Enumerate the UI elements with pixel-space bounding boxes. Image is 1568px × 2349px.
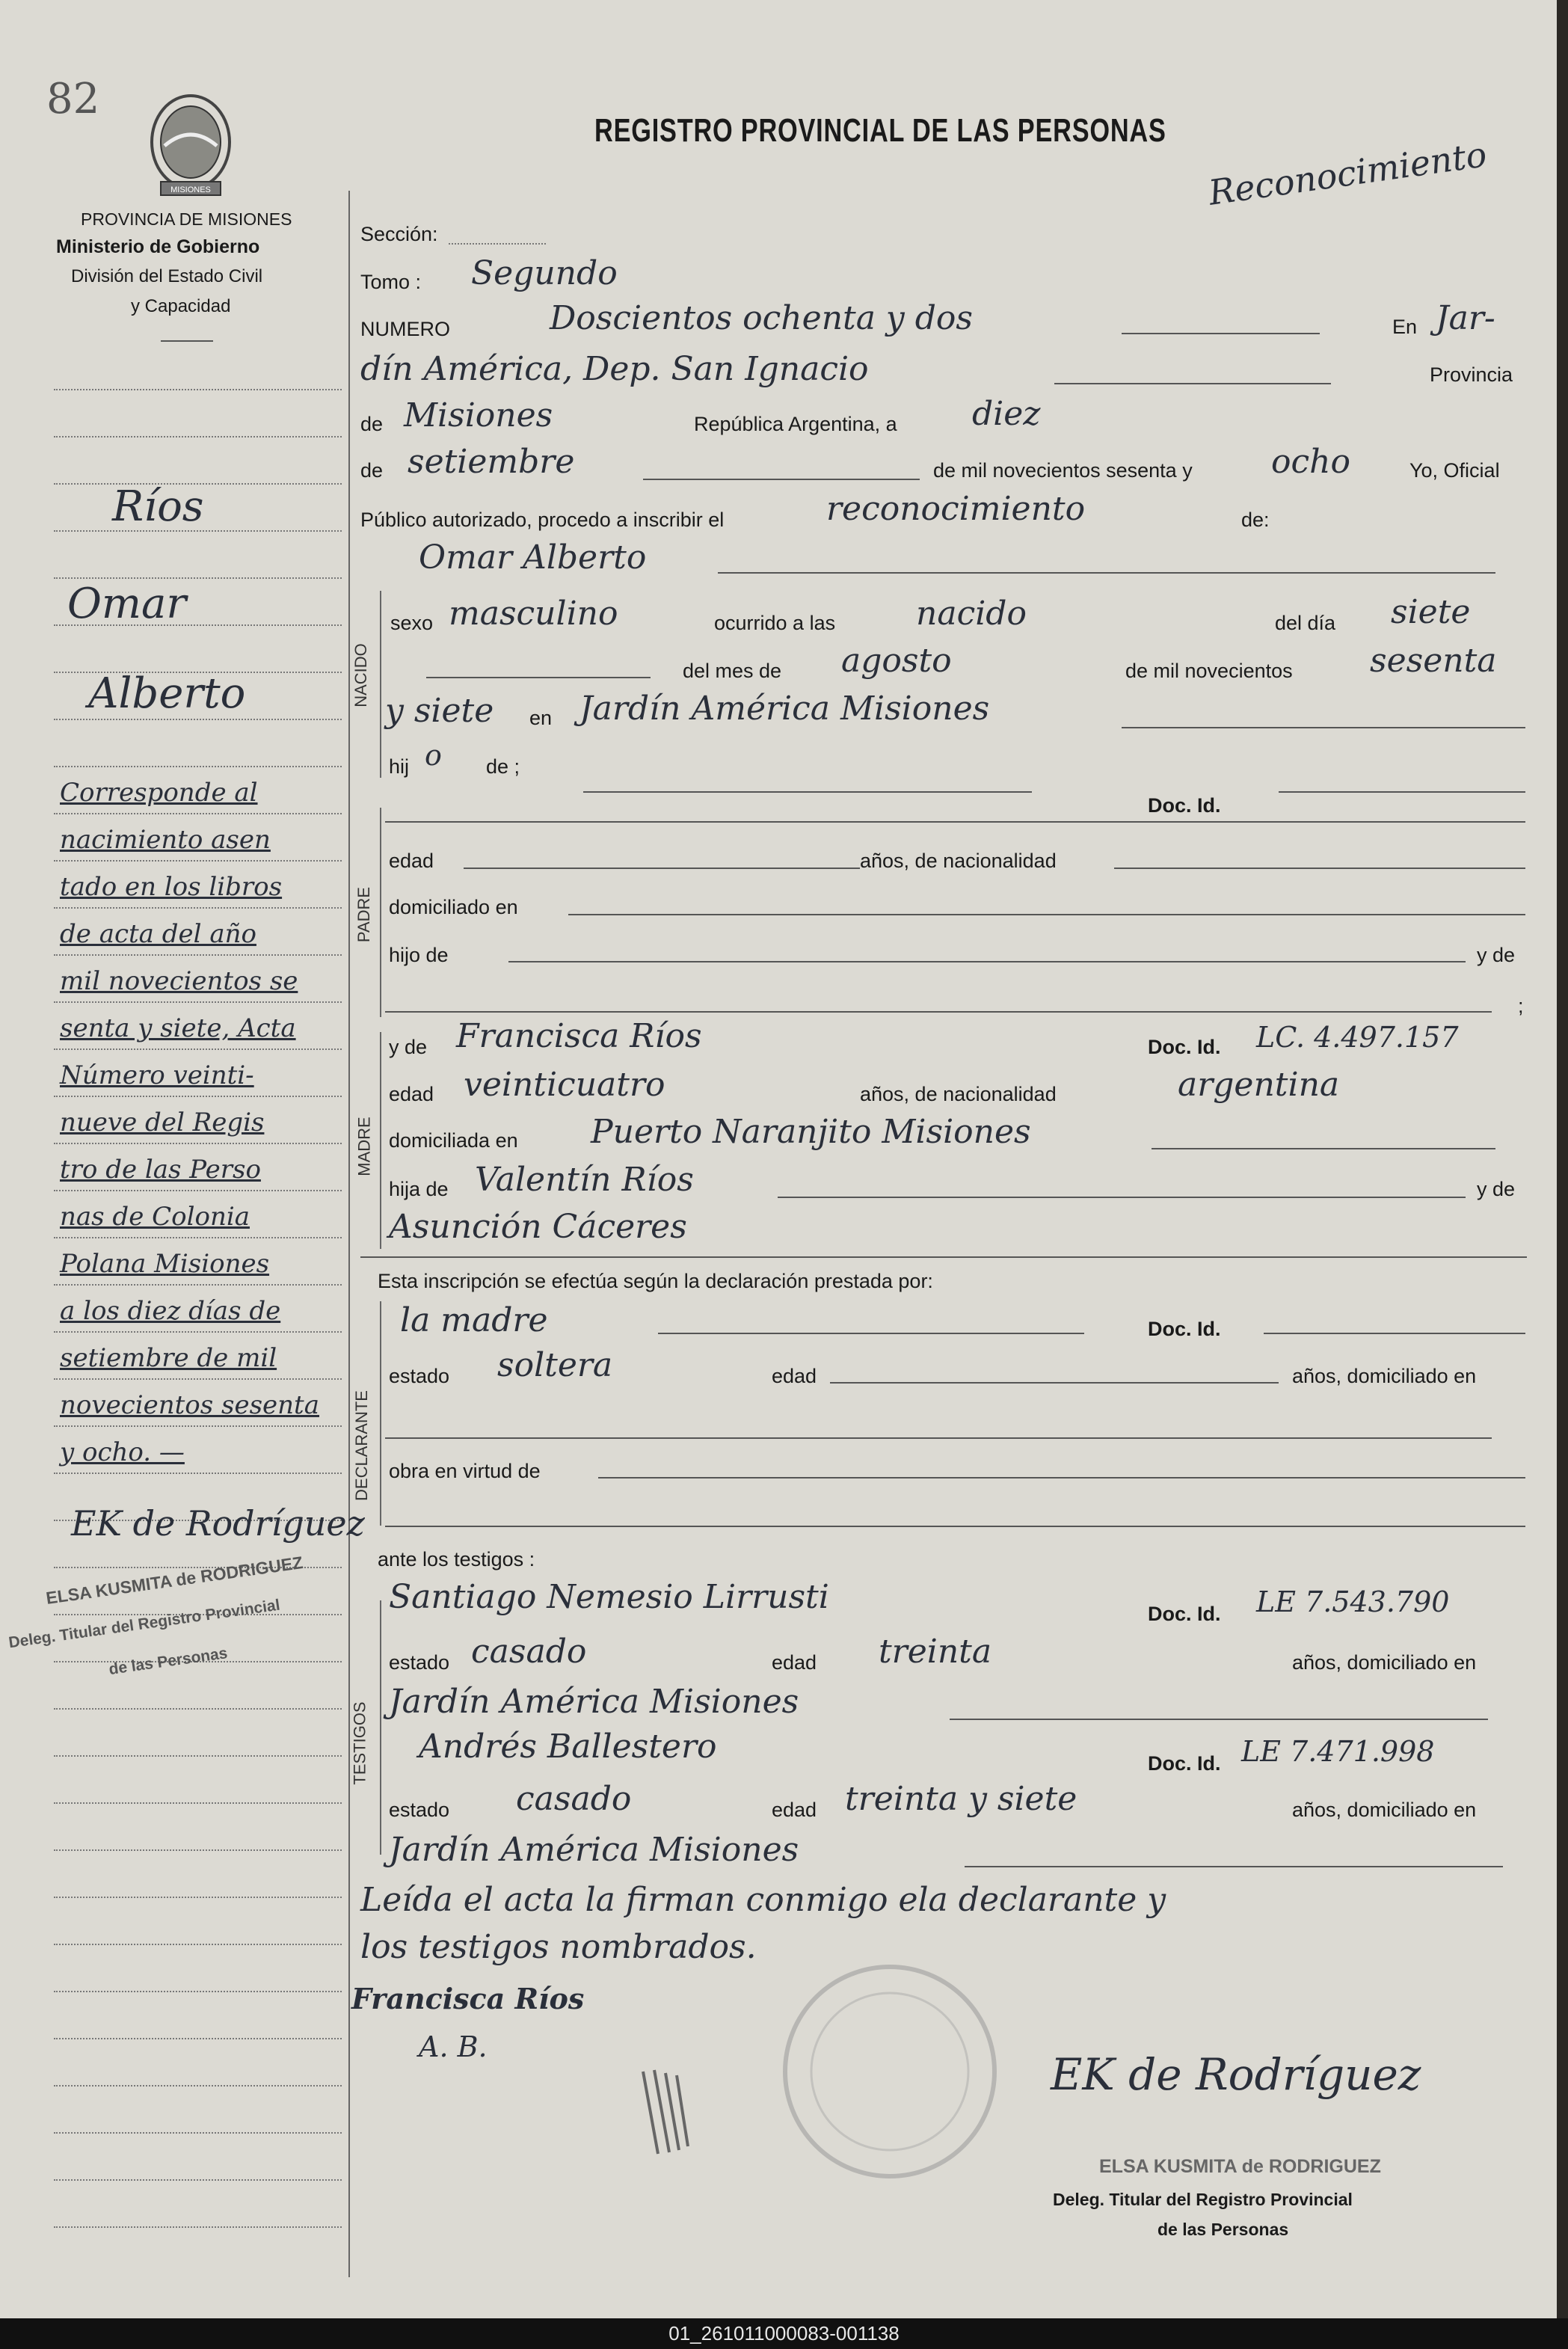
margin-stamp-line-1: ELSA KUSMITA de RODRIGUEZ [44, 1553, 304, 1609]
margin-ruled-line [54, 1849, 342, 1851]
fingerprint-mark-icon [636, 2064, 695, 2161]
de-colon-label: de: [1241, 509, 1270, 531]
madre-edad-value: veinticuatro [464, 1066, 665, 1104]
mes-nac-value: agosto [841, 642, 952, 680]
mil-label: de mil novecientos sesenta y [933, 459, 1193, 482]
margin-note-line: Corresponde al [60, 778, 258, 808]
margin-note-line: nas de Colonia [60, 1202, 250, 1232]
seccion-label: Sección: [360, 223, 438, 245]
madre-padre-value: Valentín Ríos [475, 1161, 694, 1199]
declarante-anios-label: años, domiciliado en [1292, 1365, 1477, 1387]
margin-note-line: nacimiento asen [60, 825, 271, 855]
madre-doc-label: Doc. Id. [1148, 1036, 1221, 1058]
margin-ruled-line [54, 1708, 342, 1710]
padre-hijo-de-label: hijo de [389, 944, 449, 966]
margin-ruled-line [54, 2085, 342, 2087]
org-line-4: y Capacidad [131, 296, 231, 316]
en-label: En [1392, 316, 1418, 338]
ocurrido-value: nacido [916, 595, 1027, 633]
margin-ruled-line [54, 577, 342, 579]
testigo-2-estado-label: estado [389, 1799, 450, 1821]
margin-ruled-line [54, 1802, 342, 1804]
declarante-value: la madre [400, 1301, 548, 1339]
margin-surname: Ríos [112, 482, 204, 531]
margin-stamp-line-3: de las Personas [108, 1644, 229, 1679]
testigo-2-doc-label: Doc. Id. [1148, 1752, 1221, 1775]
anio-nac-1: sesenta [1370, 642, 1497, 680]
en-value-2: dín América, Dep. San Ignacio [360, 350, 869, 388]
margin-ruled-line [54, 860, 342, 862]
margin-note-line: Polana Misiones [60, 1249, 270, 1279]
madre-nac-label: años, de nacionalidad [860, 1083, 1057, 1105]
margin-ruled-line [54, 2179, 342, 2181]
section-label-declarante: DECLARANTE [351, 1390, 371, 1501]
margin-ruled-line [54, 1284, 342, 1286]
de-semicolon-label: de ; [486, 755, 520, 778]
numero-label: NUMERO [360, 318, 450, 340]
nacido-nombre: Omar Alberto [419, 538, 647, 577]
margin-note-line: tado en los libros [60, 872, 283, 902]
madre-y-de-label: y de [389, 1036, 428, 1058]
numero-value: Doscientos ochenta y dos [550, 299, 974, 337]
margin-ruled-line [54, 1048, 342, 1050]
margin-ruled-line [54, 2038, 342, 2039]
margin-ruled-line [54, 1331, 342, 1333]
margin-ruled-line [54, 719, 342, 720]
testigo-2-domicilio: Jardín América Misiones [389, 1831, 799, 1869]
margin-signature: EK de Rodríguez [71, 1503, 365, 1544]
testigos-label: ante los testigos : [378, 1548, 535, 1570]
margin-ruled-line [54, 1991, 342, 1992]
closing-line-2: los testigos nombrados. [360, 1928, 757, 1966]
margin-ruled-line [54, 1190, 342, 1191]
margin-note-line: tro de las Perso [60, 1155, 261, 1185]
publico-label: Público autorizado, procedo a inscribir el [360, 509, 725, 531]
round-stamp-icon [770, 1959, 1009, 2184]
top-signature: Reconocimiento [1206, 134, 1489, 213]
testigo-1-nombre: Santiago Nemesio Lirrusti [389, 1578, 829, 1616]
testigo-2-estado-value: casado [516, 1780, 632, 1818]
padre-y-de-label: y de [1477, 944, 1516, 966]
inscripcion-label: Esta inscripción se efectúa según la declaración prestada por: [378, 1270, 933, 1292]
testigo-1-edad-label: edad [772, 1651, 817, 1674]
acto-value: reconocimiento [826, 490, 1086, 528]
margin-ruled-line [54, 813, 342, 814]
republica-label: República Argentina, a [694, 413, 897, 435]
org-line-1: PROVINCIA DE MISIONES [81, 209, 292, 229]
margin-ruled-line [54, 1143, 342, 1144]
padre-nac-label: años, de nacionalidad [860, 850, 1057, 872]
margin-note-line: Número veinti- [60, 1060, 254, 1090]
firma-declarante: Francisca Ríos [351, 1982, 585, 2015]
en-value-1: Jar- [1436, 299, 1495, 337]
declarante-edad-label: edad [772, 1365, 817, 1387]
padre-semicolon: ; [1518, 995, 1524, 1017]
margin-stamp-line-2: Deleg. Titular del Registro Provincial [7, 1596, 281, 1652]
padre-edad-label: edad [389, 850, 434, 872]
tomo-value: Segundo [471, 254, 618, 292]
margin-note-line: novecientos sesenta [60, 1390, 319, 1420]
testigo-1-anios-label: años, domiciliado en [1292, 1651, 1477, 1674]
testigo-1-doc-label: Doc. Id. [1148, 1603, 1221, 1625]
madre-domicilio-value: Puerto Naranjito Misiones [591, 1113, 1031, 1151]
en-label-2: en [529, 707, 553, 729]
margin-divider [348, 191, 350, 2277]
org-line-2: Ministerio de Gobierno [56, 236, 260, 257]
document-title: REGISTRO PROVINCIAL DE LAS PERSONAS [594, 112, 1166, 149]
hijo-label: hij [389, 755, 410, 778]
page-number: 82 [46, 75, 100, 123]
margin-ruled-line [54, 389, 342, 390]
margin-name-1: Omar [67, 580, 187, 628]
section-label-madre: MADRE [354, 1117, 374, 1176]
closing-line-1: Leída el acta la firman conmigo ela declarante y [360, 1881, 1166, 1919]
margin-ruled-line [54, 954, 342, 956]
del-dia-label: del día [1275, 612, 1336, 634]
padre-domiciliado-label: domiciliado en [389, 896, 518, 918]
oficial-stamp-line-2: Deleg. Titular del Registro Provincial [1053, 2190, 1353, 2209]
oficial-stamp-line-1: ELSA KUSMITA de RODRIGUEZ [1099, 2156, 1381, 2177]
seal-text: MISIONES [170, 185, 211, 194]
margin-ruled-line [54, 1237, 342, 1238]
provincia-value: Misiones [404, 396, 553, 435]
declarante-estado-value: soltera [497, 1346, 613, 1384]
dia-value: diez [972, 395, 1041, 433]
testigo-1-estado-value: casado [471, 1633, 587, 1671]
org-line-3: División del Estado Civil [71, 266, 263, 286]
testigo-2-edad-label: edad [772, 1799, 817, 1821]
madre-doc-value: LC. 4.497.157 [1256, 1021, 1459, 1054]
madre-nombre: Francisca Ríos [456, 1017, 702, 1055]
testigo-1-estado-label: estado [389, 1651, 450, 1674]
margin-ruled-line [54, 436, 342, 437]
section-label-testigos: TESTIGOS [350, 1701, 369, 1785]
del-mes-label: del mes de [683, 660, 782, 682]
declarante-estado-label: estado [389, 1365, 450, 1387]
tomo-label: Tomo : [360, 271, 422, 293]
margin-name-2: Alberto [88, 669, 246, 718]
margin-note-line: nueve del Regis [60, 1108, 265, 1137]
declarante-doc-label: Doc. Id. [1148, 1318, 1221, 1340]
section-label-padre: PADRE [354, 886, 374, 943]
madre-madre-value: Asunción Cáceres [389, 1208, 687, 1246]
margin-ruled-line [54, 1378, 342, 1380]
testigo-1-edad-value: treinta [879, 1633, 992, 1671]
margin-ruled-line [54, 1944, 342, 1945]
margin-note-line: a los diez días de [60, 1296, 281, 1326]
hijo-value: o [425, 739, 442, 772]
sexo-value: masculino [449, 595, 618, 633]
testigo-2-edad-value: treinta y siete [845, 1780, 1077, 1818]
margin-ruled-line [54, 1096, 342, 1097]
mes-value: setiembre [408, 443, 575, 481]
margin-ruled-line [54, 907, 342, 909]
margin-ruled-line [54, 1001, 342, 1003]
provincia-label: Provincia [1430, 363, 1513, 386]
madre-hija-de-label: hija de [389, 1178, 449, 1200]
coat-of-arms-seal-icon [142, 86, 239, 202]
dia-nac-value: siete [1391, 593, 1471, 631]
de-label-2: de [360, 459, 384, 482]
section-label-nacido: NACIDO [351, 643, 370, 707]
lugar-nac-value: Jardín América Misiones [579, 690, 990, 728]
testigo-2-anios-label: años, domiciliado en [1292, 1799, 1477, 1821]
yo-label: Yo, Oficial [1409, 459, 1500, 482]
testigo-1-domicilio: Jardín América Misiones [389, 1683, 799, 1721]
anio-nac-2: y siete [385, 692, 494, 730]
madre-y-de-label-2: y de [1477, 1178, 1516, 1200]
margin-ruled-line [54, 1473, 342, 1474]
madre-edad-label: edad [389, 1083, 434, 1105]
testigo-2-nombre: Andrés Ballestero [419, 1728, 717, 1766]
margin-note-line: mil novecientos se [60, 966, 298, 996]
margin-ruled-line [54, 1425, 342, 1427]
oficial-firma: EK de Rodríguez [1051, 2049, 1421, 2100]
padre-doc-label: Doc. Id. [1148, 794, 1221, 817]
ocurrido-label: ocurrido a las [714, 612, 836, 634]
margin-ruled-line [54, 1897, 342, 1898]
firma-testigo: A. B. [419, 2030, 488, 2063]
testigo-2-doc-value: LE 7.471.998 [1241, 1735, 1435, 1768]
margin-ruled-line [54, 2132, 342, 2134]
testigo-1-doc-value: LE 7.543.790 [1256, 1585, 1450, 1618]
madre-nac-value: argentina [1178, 1066, 1340, 1104]
file-id-footer: 01_261011000083-001138 [0, 2318, 1568, 2349]
oficial-stamp-line-3: de las Personas [1157, 2220, 1289, 2239]
madre-domiciliada-label: domiciliada en [389, 1129, 518, 1152]
margin-note-line: senta y siete, Acta [60, 1013, 296, 1043]
margin-note-line: setiembre de mil [60, 1343, 277, 1373]
margin-ruled-line [54, 766, 342, 767]
margin-ruled-line [54, 2226, 342, 2228]
mil-nov-label: de mil novecientos [1125, 660, 1293, 682]
margin-note-line: de acta del año [60, 919, 256, 949]
margin-note-line: y ocho. — [60, 1437, 185, 1467]
de-label: de [360, 413, 384, 435]
obra-label: obra en virtud de [389, 1460, 541, 1482]
anio-value: ocho [1271, 443, 1350, 481]
sexo-label: sexo [390, 612, 434, 634]
margin-ruled-line [54, 1755, 342, 1757]
